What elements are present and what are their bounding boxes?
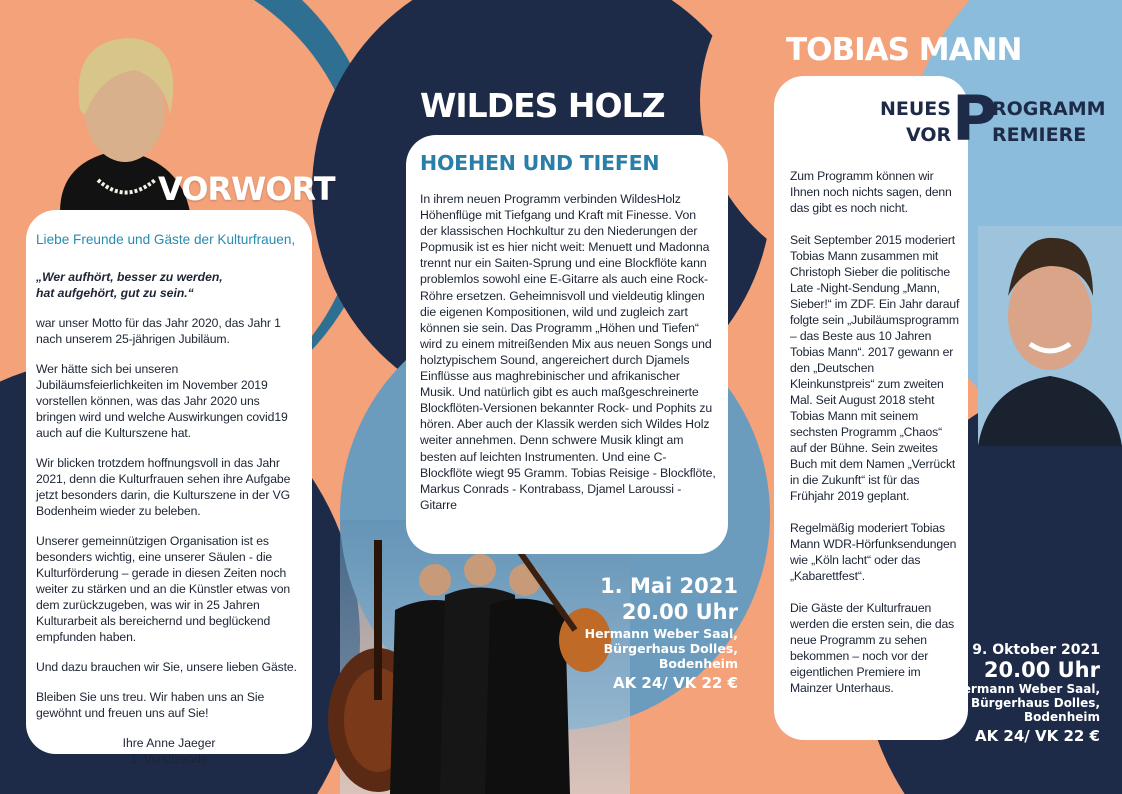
vorwort-paragraph: Bleiben Sie uns treu. Wir haben uns an Sie gewöhnt und freuen uns auf Sie! (36, 690, 265, 720)
motto-line-1: „Wer aufhört, besser zu werden, (36, 270, 223, 284)
tobias-paragraph: Seit September 2015 moderiert Tobias Mann zusammen mit Christoph Sieber die politische Late -Night-Sendung „Mann, Sieber!“ im ZDF. Ein Jahr darauf folgte sein „Jubiläumsprogramm – das Beste aus 10 Jahren Tobias Mann“. 2017 gewann er den „Deutschen Kleinkunstpreis“ zum zweiten Mal. Seit August 2018 steht Tobias Mann mit seinem sechsten Programm „Chaos“ auf der Bühne. Sein zweites Buch mit dem Namen „Verrückt in die Zukunft“ ist für das Frühjahr 2019 geplant. (790, 233, 960, 503)
vorwort-signature (36, 735, 302, 767)
event-venue-3: Bodenheim (1024, 710, 1100, 724)
vorwort-title: VORWORT (158, 170, 335, 208)
vorwort-paragraph: Unserer gemeinnützigen Organisation ist es besonders wichtig, eine unserer Säulen - die Kulturförderung – gerade in diesen Zeiten noch weiter zu stärken und an die Künstler etwas von dem zurückzugeben, was wir in 25 Jahren Kulturarbeit als bereichernd und beglückend empfunden haben. (36, 534, 291, 644)
tagline-neues: NEUES (880, 98, 958, 120)
event-venue-1: Hermann Weber Saal, (584, 626, 738, 641)
wildes-holz-event (585, 574, 738, 692)
tagline-vor: VOR (906, 124, 952, 146)
vorwort-paragraph: Wir blicken trotzdem hoffnungsvoll in das Jahr 2021, denn die Kulturfrauen sehen ihre Aufgabe jetzt besonders darin, die Kulturszene in der VG Bodenheim wieder zu beleben. (36, 456, 291, 518)
tagline-remiere: REMIERE (992, 124, 1087, 146)
vorwort-greeting: Liebe Freunde und Gäste der Kulturfrauen, (36, 232, 296, 247)
signature-name: Ihre Anne Jaeger (122, 736, 216, 750)
tagline-big-p: P (952, 82, 998, 155)
event-venue-2: Bürgerhaus Dolles, (603, 641, 738, 656)
event-price: AK 24/ VK 22 € (974, 727, 1100, 745)
wildes-holz-text: In ihrem neuen Programm verbinden WildesHolz Höhenflüge mit Tiefgang und Kraft mit Finesse. Von der klassischen Hochkultur zu den Niederungen der Popmusik ist es hier nicht weit: Menuett und Madonna trennt nur ein Saiten-Sprung und eine Blockflöte kann problemlos sowohl eine E-Gitarre als auch eine Rock-Röhre ersetzen. Geheimnisvoll und vieldeutig klingen die eigenen Kompositionen, wild und zugleich zart können sie sein. Das Programm „Höhen und Tiefen“ wird zu einem mitreißenden Mix aus neuen Songs und holztypischem Sound, angereichert durch Djamels Einflüsse aus maghrebinischer und afrikanischer Musik. Und natürlich gibt es auch maßgeschreinerte Blockflöten-Versionen bekannter Rock- und Pophits zu hören. Aber auch der Klassik werden sich Wildes Holz weiter annehmen. Denn schwere Musik klingt am besten auf leichten Instrumenten. Und eine C-Blockflöte wiegt 95 Gramm. Tobias Reisige - Blockflöte, Markus Conrads - Kontrabass, Djamel Laroussi - Gitarre (420, 192, 716, 512)
tobias-paragraph: Die Gäste der Kulturfrauen werden die ersten sein, die das neue Programm zu sehen bekommen – noch vor der eigentlichen Premiere im Mainzer Unterhaus. (790, 601, 955, 695)
tobias-mann-panel (774, 76, 968, 740)
wildes-holz-subtitle: HOEHEN UND TIEFEN (420, 151, 660, 175)
event-venue-1: Hermann Weber Saal, (952, 682, 1100, 696)
tobias-event (953, 642, 1100, 745)
wildes-holz-panel (406, 135, 728, 554)
event-date: 1. Mai 2021 (600, 574, 738, 598)
tobias-paragraph: Zum Programm können wir Ihnen noch nichts sagen, denn das gibt es noch nicht. (790, 169, 952, 215)
tobias-mann-title: TOBIAS MANN (786, 32, 1022, 68)
vorwort-paragraph: war unser Motto für das Jahr 2020, das Jahr 1 nach unserem 25-jährigen Jubiläum. (36, 316, 281, 346)
event-date: 9. Oktober 2021 (972, 642, 1100, 658)
tobias-paragraph: Regelmäßig moderiert Tobias Mann WDR-Hörfunksendungen wie „Köln lacht“ oder das „Kabarettfest“. (790, 521, 957, 583)
event-venue-3: Bodenheim (658, 656, 738, 671)
vorwort-panel (26, 210, 312, 766)
vorwort-motto (36, 269, 302, 301)
event-time: 20.00 Uhr (983, 658, 1100, 682)
vorwort-paragraph: Und dazu brauchen wir Sie, unsere lieben Gäste. (36, 660, 297, 674)
event-time: 20.00 Uhr (621, 600, 738, 624)
motto-line-2: hat aufgehört, gut zu sein.“ (36, 286, 194, 300)
vorwort-paragraph: Wer hätte sich bei unseren Jubiläumsfeierlichkeiten im November 2019 vorstellen können, was das Jahr 2020 uns bringen wird und welche Auswirkungen covid19 auch auf die Kulturszene hat. (36, 362, 288, 440)
signature-role: 1. Vorsitzende (130, 752, 208, 766)
wildes-holz-title: WILDES HOLZ (420, 86, 665, 125)
event-price: AK 24/ VK 22 € (612, 674, 738, 692)
tagline-rogramm: ROGRAMM (992, 98, 1106, 120)
tobias-mann-portrait (978, 226, 1122, 446)
event-venue-2: Bürgerhaus Dolles, (970, 696, 1100, 710)
tobias-tagline (880, 82, 1118, 155)
